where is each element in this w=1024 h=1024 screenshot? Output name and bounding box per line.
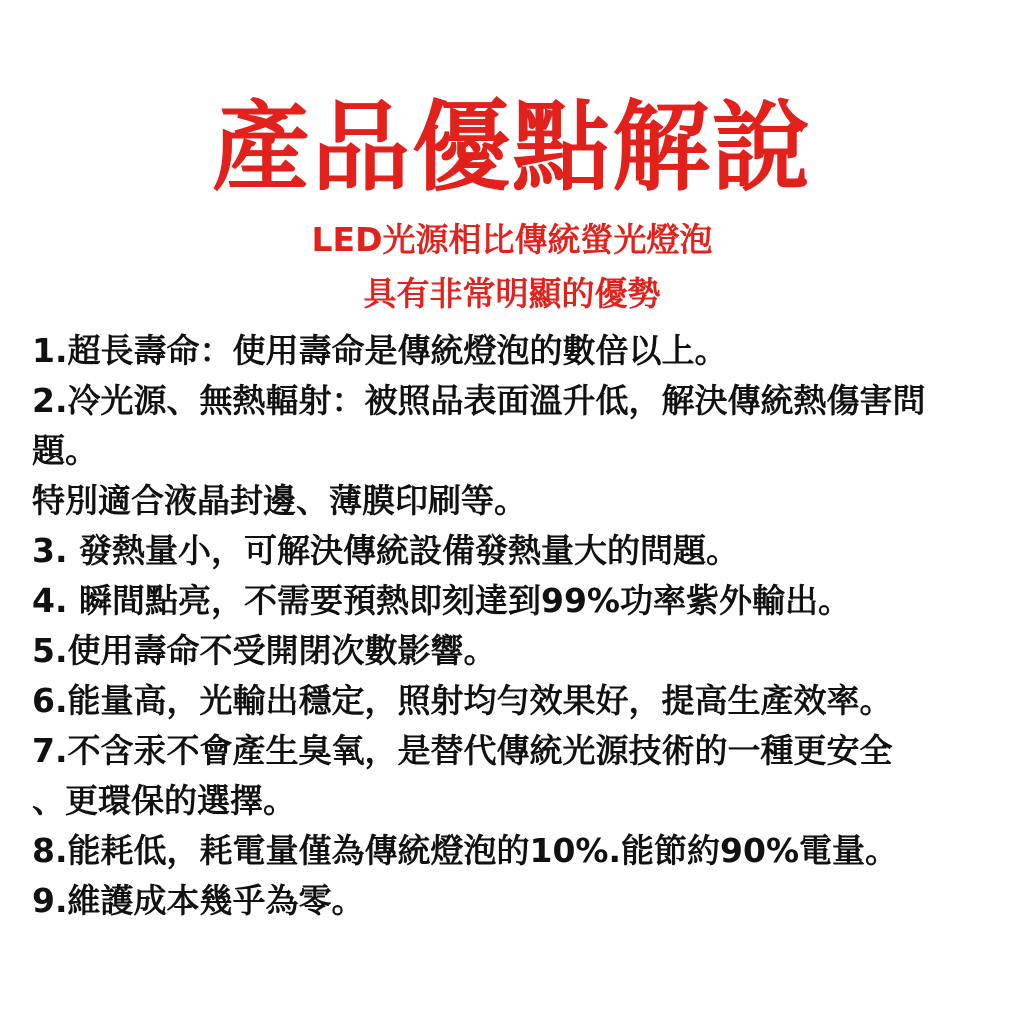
list-item: 4. 瞬間點亮，不需要預熱即刻達到99%功率紫外輸出。 — [32, 581, 851, 620]
list-item: 1.超長壽命：使用壽命是傳統燈泡的數倍以上。 — [32, 331, 728, 370]
list-item: 3. 發熱量小，可解決傳統設備發熱量大的問題。 — [32, 531, 739, 570]
subtitle-line-1: LED光源相比傳統螢光燈泡 — [311, 220, 713, 259]
subtitle-line-2: 具有非常明顯的優勢 — [363, 274, 661, 313]
page-title: 產品優點解說 — [211, 91, 812, 205]
list-item: 、更環保的選擇。 — [32, 781, 296, 820]
advantages-list — [32, 326, 1007, 926]
list-item: 題。 — [32, 431, 98, 470]
list-item: 5.使用壽命不受開閉次數影響。 — [32, 631, 497, 670]
list-item: 6.能量高，光輸出穩定，照射均勻效果好，提高生產效率。 — [32, 681, 893, 720]
list-item: 特別適合液晶封邊、薄膜印刷等。 — [32, 481, 527, 520]
list-item: 8.能耗低，耗電量僅為傳統燈泡的10%.能節約90%電量。 — [32, 831, 899, 870]
list-item: 9.維護成本幾乎為零。 — [32, 881, 365, 920]
list-item: 7.不含汞不會產生臭氧，是替代傳統光源技術的一種更安全 — [32, 731, 893, 770]
list-item: 2.冷光源、無熱輻射：被照品表面溫升低，解決傳統熱傷害問 — [32, 381, 926, 420]
